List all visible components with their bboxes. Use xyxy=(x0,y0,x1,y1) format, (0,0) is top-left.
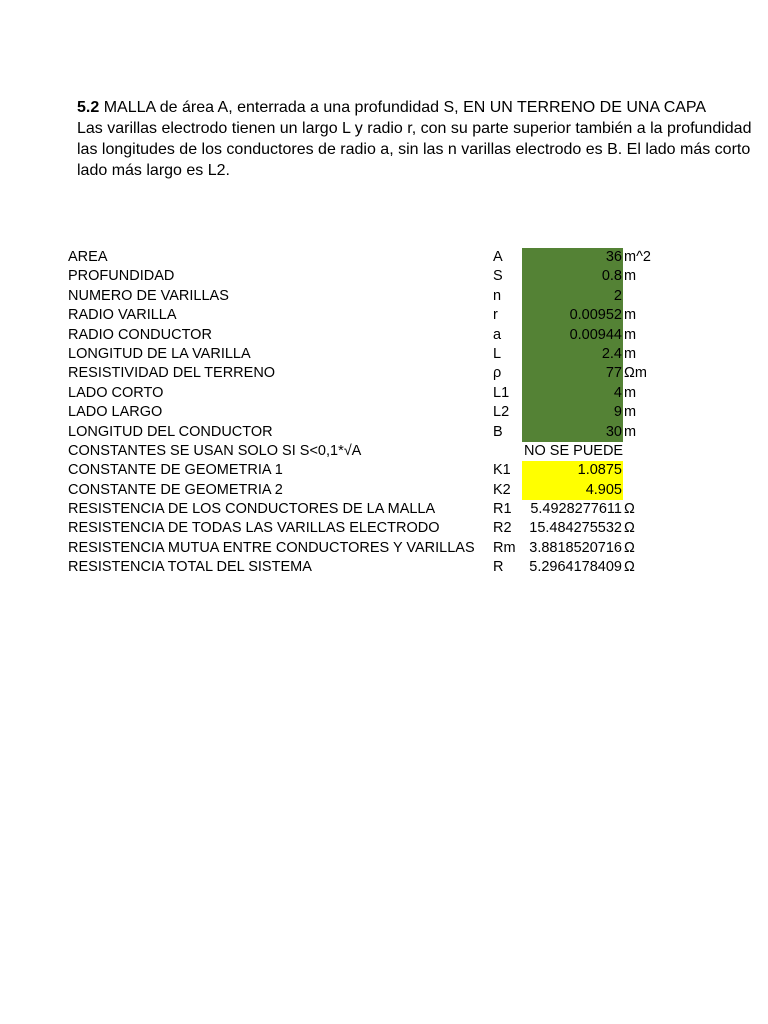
result-cell: 15.484275532 xyxy=(529,520,622,537)
row-symbol: R2 xyxy=(493,520,512,537)
result-cell: 3.8818520716 xyxy=(529,539,622,556)
row-symbol: L1 xyxy=(493,384,510,401)
table-row xyxy=(0,481,768,500)
row-unit: m xyxy=(624,404,637,421)
calculation-table xyxy=(0,248,768,578)
row-label: RADIO CONDUCTOR xyxy=(68,326,212,343)
table-row xyxy=(0,442,768,461)
table-row xyxy=(0,384,768,403)
row-symbol: R1 xyxy=(493,501,512,518)
row-symbol: S xyxy=(493,268,503,285)
result-cell: 5.4928277611 xyxy=(530,501,622,518)
input-cell[interactable]: 0.8 xyxy=(522,267,623,286)
row-symbol: a xyxy=(493,326,502,343)
problem-statement xyxy=(77,97,768,181)
problem-description-line-3: lado más largo es L2. xyxy=(77,162,230,179)
input-cell[interactable]: 0.00944 xyxy=(522,326,623,345)
table-row xyxy=(0,287,768,306)
row-symbol: K2 xyxy=(493,481,511,498)
table-row xyxy=(0,326,768,345)
result-cell: 5.2964178409 xyxy=(529,559,622,576)
row-unit: m xyxy=(624,326,637,343)
row-symbol: L2 xyxy=(493,404,510,421)
table-row xyxy=(0,519,768,538)
row-label: CONSTANTE DE GEOMETRIA 2 xyxy=(68,481,283,498)
table-row xyxy=(0,267,768,286)
row-unit: m xyxy=(624,423,637,440)
input-cell[interactable]: 2 xyxy=(522,287,623,306)
row-unit: m xyxy=(624,307,637,324)
problem-description-line-1: Las varillas electrodo tienen un largo L y radio r, con su parte superior también a la profundidad xyxy=(77,120,752,137)
row-symbol: A xyxy=(493,249,503,265)
row-label: LADO LARGO xyxy=(68,404,163,421)
row-unit: m xyxy=(624,345,637,362)
row-label: LONGITUD DE LA VARILLA xyxy=(68,345,251,362)
input-cell[interactable]: 0.00952 xyxy=(522,306,623,325)
row-label: PROFUNDIDAD xyxy=(68,268,175,285)
row-label: CONSTANTES SE USAN SOLO SI S<0,1*√A xyxy=(68,442,362,459)
input-cell[interactable]: 2.4 xyxy=(522,345,623,364)
row-unit: Ω xyxy=(624,501,635,518)
row-symbol: ρ xyxy=(493,365,502,382)
row-symbol: n xyxy=(493,287,502,304)
input-cell[interactable]: 9 xyxy=(522,403,623,422)
table-row xyxy=(0,403,768,422)
input-cell[interactable]: 77 xyxy=(522,364,623,383)
input-cell[interactable]: 30 xyxy=(522,423,623,442)
row-label: RESISTIVIDAD DEL TERRENO xyxy=(68,365,276,382)
row-label: LONGITUD DEL CONDUCTOR xyxy=(68,423,273,440)
row-label: RESISTENCIA MUTUA ENTRE CONDUCTORES Y VARILLAS xyxy=(68,539,475,556)
row-label: AREA xyxy=(68,249,108,265)
table-row xyxy=(0,248,768,267)
row-unit: Ωm xyxy=(624,365,647,382)
row-symbol: r xyxy=(493,307,498,324)
row-unit: Ω xyxy=(624,539,635,556)
result-cell: NO SE PUEDE xyxy=(524,442,624,459)
table-row xyxy=(0,500,768,519)
problem-number: 5.2 xyxy=(77,99,100,116)
table-row xyxy=(0,345,768,364)
row-label: RESISTENCIA TOTAL DEL SISTEMA xyxy=(68,559,312,576)
row-unit: m xyxy=(624,384,637,401)
table-row xyxy=(0,461,768,480)
table-row xyxy=(0,364,768,383)
row-label: RESISTENCIA DE LOS CONDUCTORES DE LA MALLA xyxy=(68,501,436,518)
problem-title-line xyxy=(77,97,768,118)
row-unit: Ω xyxy=(624,520,635,537)
table-row xyxy=(0,558,768,577)
computed-cell: 1.0875 xyxy=(522,461,623,480)
row-symbol: L xyxy=(493,345,502,362)
row-label: RADIO VARILLA xyxy=(68,307,177,324)
row-symbol: Rm xyxy=(493,539,516,556)
input-cell[interactable]: 36 xyxy=(522,248,623,267)
table-row xyxy=(0,539,768,558)
row-unit: m xyxy=(624,268,637,285)
table-row xyxy=(0,306,768,325)
row-label: NUMERO DE VARILLAS xyxy=(68,287,229,304)
row-symbol: R xyxy=(493,559,504,576)
input-cell[interactable]: 4 xyxy=(522,384,623,403)
row-label: LADO CORTO xyxy=(68,384,164,401)
computed-cell: 4.905 xyxy=(522,481,623,500)
row-symbol: B xyxy=(493,423,503,440)
problem-title: MALLA de área A, enterrada a una profundidad S, EN UN TERRENO DE UNA CAPA xyxy=(99,99,707,116)
row-unit: Ω xyxy=(624,559,635,576)
row-label: CONSTANTE DE GEOMETRIA 1 xyxy=(68,462,283,479)
row-label: RESISTENCIA DE TODAS LAS VARILLAS ELECTRODO xyxy=(68,520,440,537)
problem-description-line-2: las longitudes de los conductores de radio a, sin las n varillas electrodo es B. El lado más corto xyxy=(77,141,751,158)
row-unit: m^2 xyxy=(624,249,651,265)
table-row xyxy=(0,423,768,442)
row-symbol: K1 xyxy=(493,462,511,479)
